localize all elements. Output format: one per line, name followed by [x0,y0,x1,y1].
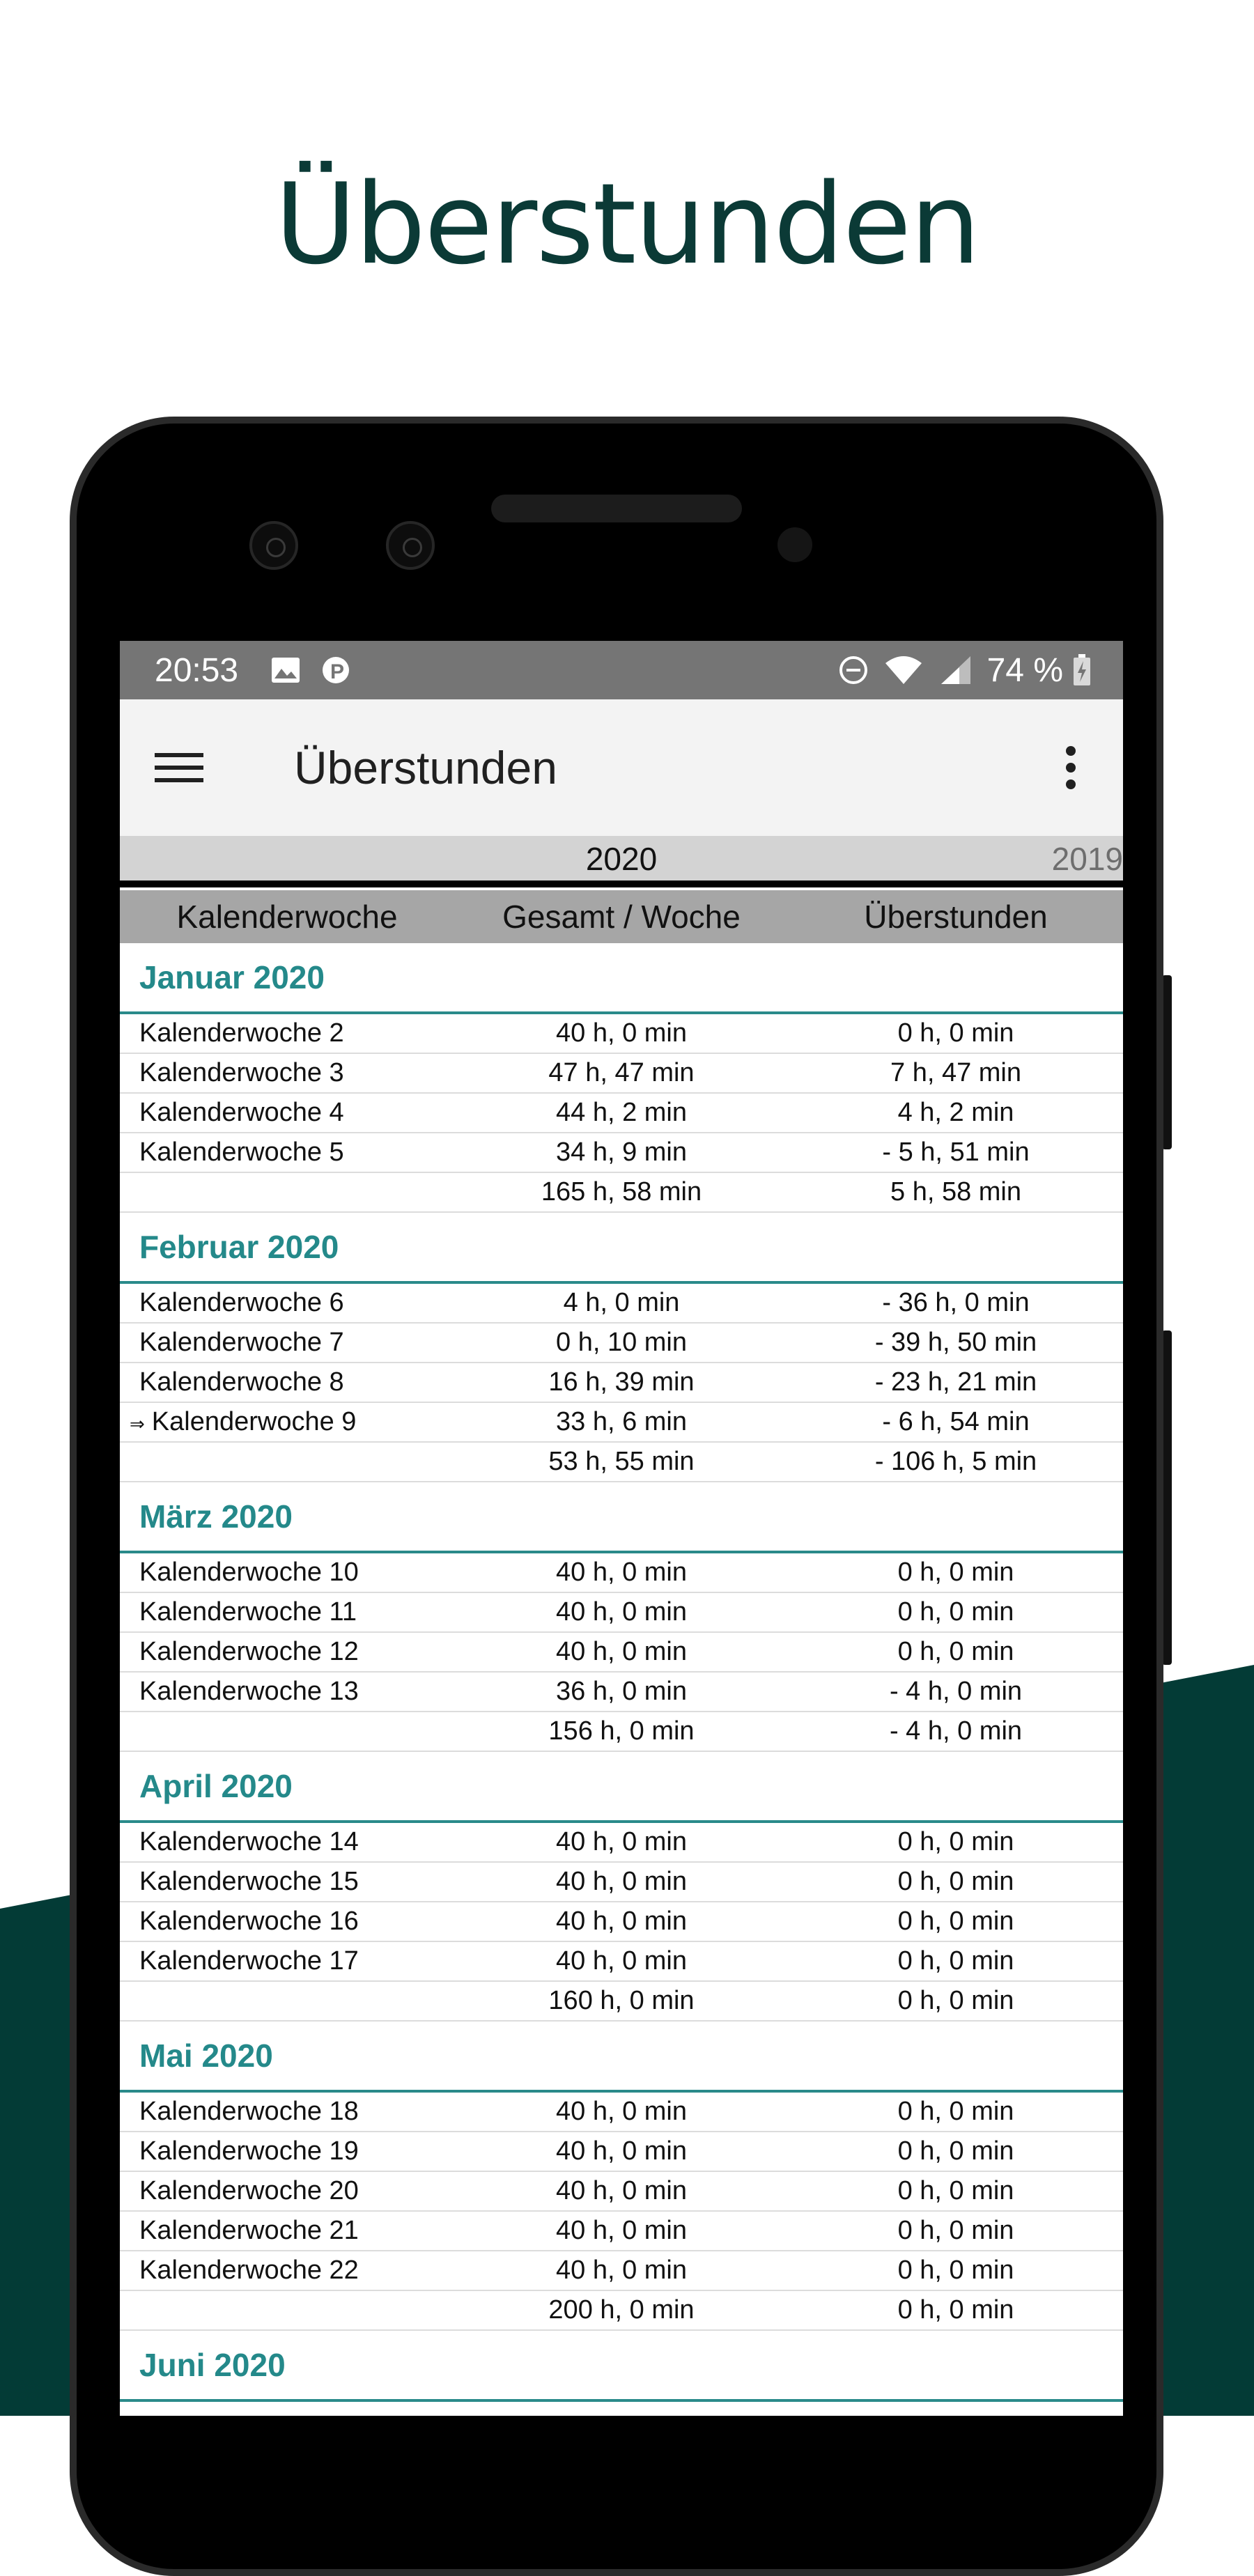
week-row[interactable] [120,1823,1123,1863]
week-label: Kalenderwoche 7 [139,1328,344,1357]
week-row[interactable] [120,1633,1123,1673]
week-total: 40 h, 0 min [556,1558,687,1587]
week-total: 40 h, 0 min [556,2176,687,2205]
month-sum-total: 165 h, 58 min [541,1177,702,1206]
month-sum-row [120,2291,1123,2331]
month-sum-total: 160 h, 0 min [548,1986,695,2015]
week-label: Kalenderwoche 3 [139,1058,344,1087]
week-row[interactable] [120,2132,1123,2172]
week-overtime: - 36 h, 0 min [882,1288,1030,1317]
week-total: 40 h, 0 min [556,1018,687,1048]
week-row[interactable] [120,1324,1123,1363]
week-row[interactable] [120,1553,1123,1593]
week-overtime: 0 h, 0 min [897,2256,1014,2285]
app-screen [120,641,1123,2416]
month-sum-overtime: 5 h, 58 min [890,1177,1021,1206]
week-label-cell [120,1098,454,1128]
month-section [120,2022,1123,2331]
week-row[interactable] [120,1403,1123,1443]
week-total: 40 h, 0 min [556,2216,687,2245]
week-row[interactable] [120,2172,1123,2212]
status-time: 20:53 [155,651,239,689]
month-title: April 2020 [120,1752,1123,1823]
week-label-cell [120,2136,454,2166]
year-tab-previous[interactable]: 2019 [1051,841,1123,877]
week-label: Kalenderwoche 20 [139,2176,359,2205]
week-label: Kalenderwoche 17 [139,1946,359,1976]
week-total: 34 h, 9 min [556,1138,687,1167]
month-sum-total: 156 h, 0 min [548,1716,695,1746]
week-total: 40 h, 0 min [556,2136,687,2166]
month-sum-overtime: 0 h, 0 min [897,2295,1014,2325]
month-title: Januar 2020 [120,943,1123,1014]
month-sum-overtime: - 106 h, 5 min [874,1447,1037,1476]
month-title: Februar 2020 [120,1213,1123,1284]
month-sum-total: 53 h, 55 min [548,1447,695,1476]
week-label-cell [120,2097,454,2127]
status-bar [120,641,1123,699]
week-total: 44 h, 2 min [556,1098,687,1127]
week-overtime: - 5 h, 51 min [882,1138,1030,1167]
week-label-cell [120,1637,454,1667]
week-row[interactable] [120,1673,1123,1712]
battery-percent: 74 % [986,651,1063,689]
table-header [120,887,1123,943]
week-label-cell [120,1597,454,1627]
week-row[interactable] [120,1014,1123,1054]
week-label-cell [120,1367,454,1397]
month-section [120,2331,1123,2402]
month-sum-row [120,1443,1123,1482]
week-total: 33 h, 6 min [556,1407,687,1436]
phone-speaker [491,495,742,522]
year-tabs [120,836,1123,887]
battery-charging-icon [1073,654,1091,686]
week-row[interactable] [120,1054,1123,1094]
week-row[interactable] [120,1284,1123,1324]
week-total: 16 h, 39 min [548,1367,695,1397]
week-row[interactable] [120,1593,1123,1633]
app-bar [120,699,1123,836]
week-overtime: - 23 h, 21 min [874,1367,1037,1397]
proximity-sensor [777,527,812,562]
month-title: Mai 2020 [120,2022,1123,2093]
month-section [120,1213,1123,1482]
week-label: Kalenderwoche 16 [139,1907,359,1936]
week-label: Kalenderwoche 19 [139,2136,359,2166]
month-sum-row [120,1173,1123,1213]
week-label: Kalenderwoche 4 [139,1098,344,1127]
week-overtime: 0 h, 0 min [897,1637,1014,1666]
week-label: Kalenderwoche 22 [139,2256,359,2285]
week-label: Kalenderwoche 15 [139,1867,359,1896]
month-sum-row [120,1712,1123,1752]
week-row[interactable] [120,1942,1123,1982]
week-label: Kalenderwoche 10 [139,1558,359,1587]
week-label-cell [120,1677,454,1707]
week-label: Kalenderwoche 2 [139,1018,344,1048]
week-total: 4 h, 0 min [563,1288,680,1317]
wifi-icon [884,655,923,685]
overtime-list [120,943,1123,2402]
week-overtime: - 4 h, 0 min [889,1677,1023,1706]
week-label-cell [120,1018,454,1048]
week-label-cell [120,1558,454,1588]
month-section [120,1482,1123,1752]
volume-button [1162,975,1172,1149]
week-label: Kalenderwoche 9 [151,1407,357,1436]
month-sum-row [120,1982,1123,2022]
week-label-cell [120,1328,454,1358]
week-overtime: 4 h, 2 min [897,1098,1014,1127]
month-title: März 2020 [120,1482,1123,1553]
month-sum-overtime: - 4 h, 0 min [889,1716,1023,1746]
week-total: 40 h, 0 min [556,2097,687,2126]
week-label: Kalenderwoche 21 [139,2216,359,2245]
year-tab-current[interactable]: 2020 [585,841,658,877]
week-overtime: - 6 h, 54 min [882,1407,1030,1436]
column-header-week: Kalenderwoche [176,899,398,935]
week-overtime: 0 h, 0 min [897,1907,1014,1936]
week-overtime: 0 h, 0 min [897,1558,1014,1587]
week-label-cell [120,1407,454,1437]
image-icon [270,656,301,684]
week-total: 40 h, 0 min [556,1867,687,1896]
week-label-cell [120,1867,454,1897]
svg-text:P: P [330,660,345,683]
week-row[interactable] [120,2093,1123,2132]
front-camera-icon [249,521,298,570]
week-overtime: 0 h, 0 min [897,1946,1014,1976]
week-label: Kalenderwoche 6 [139,1288,344,1317]
week-label-cell [120,2176,454,2206]
column-header-total: Gesamt / Woche [502,899,741,935]
week-label: Kalenderwoche 11 [139,1597,357,1627]
parking-icon [322,655,350,685]
week-overtime: 0 h, 0 min [897,2097,1014,2126]
week-row[interactable] [120,1863,1123,1902]
week-label-cell [120,1138,454,1167]
week-label-cell [120,1288,454,1318]
week-overtime: 0 h, 0 min [897,2176,1014,2205]
week-overtime: 0 h, 0 min [897,1018,1014,1048]
month-sum-overtime: 0 h, 0 min [897,1986,1014,2015]
week-label: Kalenderwoche 14 [139,1827,359,1856]
dnd-icon [838,655,869,685]
week-label-cell [120,2256,454,2286]
week-row[interactable] [120,1363,1123,1403]
month-section [120,1752,1123,2022]
week-total: 0 h, 10 min [556,1328,687,1357]
week-total: 47 h, 47 min [548,1058,695,1087]
week-label: Kalenderwoche 5 [139,1138,344,1167]
month-sum-total: 200 h, 0 min [548,2295,695,2325]
week-overtime: 0 h, 0 min [897,1827,1014,1856]
week-overtime: - 39 h, 50 min [874,1328,1037,1357]
week-label: Kalenderwoche 18 [139,2097,359,2126]
week-label-cell [120,1946,454,1976]
week-row[interactable] [120,1133,1123,1173]
week-row[interactable] [120,2212,1123,2251]
front-camera-icon [386,521,435,570]
week-total: 40 h, 0 min [556,2256,687,2285]
column-header-overtime: Überstunden [864,899,1048,935]
week-overtime: 0 h, 0 min [897,1597,1014,1627]
power-button [1162,1330,1172,1665]
week-row[interactable] [120,1094,1123,1133]
week-label: Kalenderwoche 8 [139,1367,344,1397]
week-label-cell [120,1058,454,1088]
week-label-cell [120,2216,454,2246]
week-row[interactable] [120,2251,1123,2291]
week-row[interactable] [120,1902,1123,1942]
week-label: Kalenderwoche 13 [139,1677,359,1706]
current-week-arrow-icon: ⇒ [130,1413,145,1434]
week-label: Kalenderwoche 12 [139,1637,359,1666]
more-vert-icon[interactable] [1053,740,1088,796]
signal-icon [938,655,972,685]
week-total: 40 h, 0 min [556,1597,687,1627]
month-title: Juni 2020 [120,2331,1123,2402]
month-section [120,943,1123,1213]
week-overtime: 0 h, 0 min [897,2136,1014,2166]
hamburger-icon[interactable] [155,747,203,789]
promo-title: Überstunden [274,159,980,289]
week-overtime: 0 h, 0 min [897,1867,1014,1896]
app-title: Überstunden [294,742,557,793]
week-label-cell [120,1827,454,1857]
week-total: 40 h, 0 min [556,1637,687,1666]
week-overtime: 0 h, 0 min [897,2216,1014,2245]
week-total: 36 h, 0 min [556,1677,687,1706]
week-total: 40 h, 0 min [556,1907,687,1936]
week-overtime: 7 h, 47 min [890,1058,1021,1087]
week-total: 40 h, 0 min [556,1827,687,1856]
week-label-cell [120,1907,454,1937]
week-total: 40 h, 0 min [556,1946,687,1976]
